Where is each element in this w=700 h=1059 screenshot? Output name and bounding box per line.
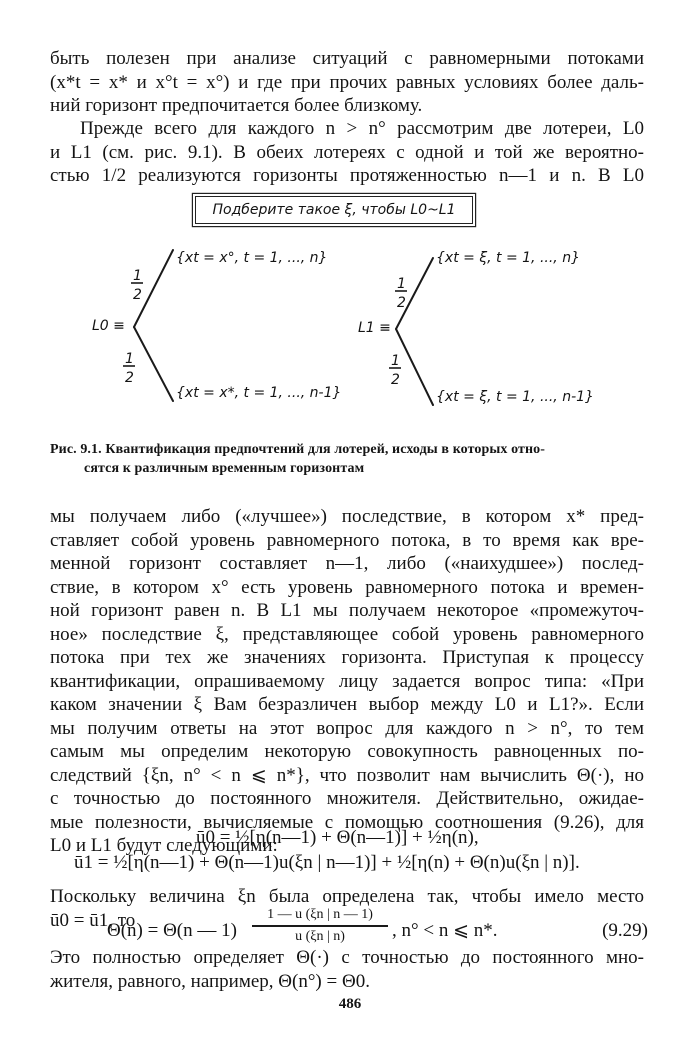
right-upper-prob-den: 2 — [397, 295, 406, 311]
eq929-number: (9.29) — [602, 920, 648, 941]
equation-u0-line: ū0 = ½[η(n—1) + Θ(n—1)] + ½η(n), — [196, 827, 479, 848]
body-paragraph — [50, 505, 644, 858]
figure-caption — [50, 440, 650, 478]
text-line: (x*t = x* и x°t = x°) и где при прочих равных условиях более даль- — [50, 71, 644, 93]
text-line: L0 и L1 будут следующими: — [50, 835, 278, 856]
right-lower-prob-num: 1 — [391, 353, 400, 369]
left-lower-prob-den: 2 — [125, 370, 134, 386]
text-line: каком значении ξ Вам безразличен выбор между L0 и L1?». Если — [50, 694, 644, 715]
eq929-numerator: 1 — u (ξn | n — 1) — [267, 907, 373, 922]
text-line: ной горизонт равен n. В L1 мы получаем некоторое «промежуточ- — [50, 600, 644, 621]
lottery-l1-label: L1 ≡ — [358, 320, 391, 336]
caption-line: сятся к различным временным горизонтам — [84, 461, 365, 476]
left-lower-prob-num: 1 — [125, 351, 134, 367]
left-lower-branch — [134, 327, 173, 401]
text-line: быть полезен при анализе ситуаций с равномерными потоками — [50, 48, 644, 69]
left-upper-prob-den: 2 — [133, 287, 142, 303]
eq929-lhs: Θ(n) = Θ(n — 1) — [107, 920, 237, 941]
text-line: мы получим ответы на этот вопрос для каждого n > n°, то тем — [50, 717, 644, 739]
lottery-l0-label: L0 ≡ — [92, 318, 125, 334]
text-line: квантификации, опрашиваемому лицу задается вопрос типа: «При — [50, 670, 644, 692]
text-line: стью 1/2 реализуются горизонты протяженностью n—1 и n. В L0 — [50, 165, 644, 186]
l1-upper-outcome: {xt = ξ, t = 1, ..., n} — [436, 250, 580, 266]
text-line: Это полностью определяет Θ(·) с точностью до постоянного мно- — [50, 947, 644, 968]
lottery-trees — [0, 0, 700, 440]
text-line: ний горизонт предпочитается более близкому. — [50, 95, 423, 116]
text-line: самым мы определим некоторую совокупность равноценных по- — [50, 741, 644, 762]
text-line: жителя, равного, например, Θ(n°) = Θ0. — [50, 970, 370, 992]
text-line: Поскольку величина ξn была определена так, чтобы имело место — [50, 886, 644, 907]
text-line: с точностью до постоянного множителя. Действительно, ожидае- — [50, 788, 644, 809]
text-line: и L1 (см. рис. 9.1). В обеих лотереях с одной и той же вероятно- — [50, 141, 644, 163]
right-lower-prob-den: 2 — [391, 372, 400, 388]
right-upper-branch — [396, 258, 433, 329]
eq929-fraction-bar — [252, 925, 388, 927]
text-line: потока при тех же значениях горизонта. Приступая к процессу — [50, 647, 644, 668]
eq929-condition: , n° < n ⩽ n*. — [392, 920, 498, 941]
text-line: менной горизонт составляет n—1, либо («наихудшее») послед- — [50, 553, 644, 574]
figure-box-label: Подберите такое ξ, чтобы L0~L1 — [195, 196, 473, 224]
right-upper-prob-num: 1 — [397, 276, 406, 292]
text-line: Прежде всего для каждого n > n° рассмотрим две лотереи, L0 — [80, 118, 644, 139]
text-line: ствие, в котором x° есть уровень равномерного потока и времен- — [50, 576, 644, 598]
left-upper-prob-num: 1 — [133, 268, 142, 284]
equation-u1: ū1 = ½[η(n—1) + Θ(n—1)u(ξn | n—1)] + ½[η(n) + Θ(n)u(ξn | n)]. — [74, 852, 580, 873]
page-number: 486 — [338, 996, 362, 1012]
caption-line: Рис. 9.1. Квантификация предпочтений для лотерей, исходы в которых отно- — [50, 442, 546, 457]
text-line: ставляет собой уровень равномерного потока, в то время как вре- — [50, 529, 644, 551]
l0-lower-outcome: {xt = x*, t = 1, ..., n-1} — [176, 385, 342, 401]
eq929-denominator: u (ξn | n) — [295, 929, 345, 944]
right-lower-branch — [396, 329, 433, 405]
text-line: мы получаем либо («лучшее») последствие, в котором x* пред- — [50, 506, 644, 527]
text-line: ное» последствие ξ, представляющее собой уровень равномерного — [50, 623, 644, 645]
final-paragraph — [50, 946, 644, 993]
text-line: мые полезности, вычисляемые с помощью соотношения (9.26), для — [50, 811, 644, 833]
l1-lower-outcome: {xt = ξ, t = 1, ..., n-1} — [436, 389, 594, 405]
text-line: следствий {ξn, n° < n ⩽ n*}, что позволит нам вычислить Θ(·), но — [50, 764, 644, 786]
text-line: ū0 = ū1, то — [50, 909, 136, 931]
l0-upper-outcome: {xt = x°, t = 1, ..., n} — [176, 250, 328, 266]
